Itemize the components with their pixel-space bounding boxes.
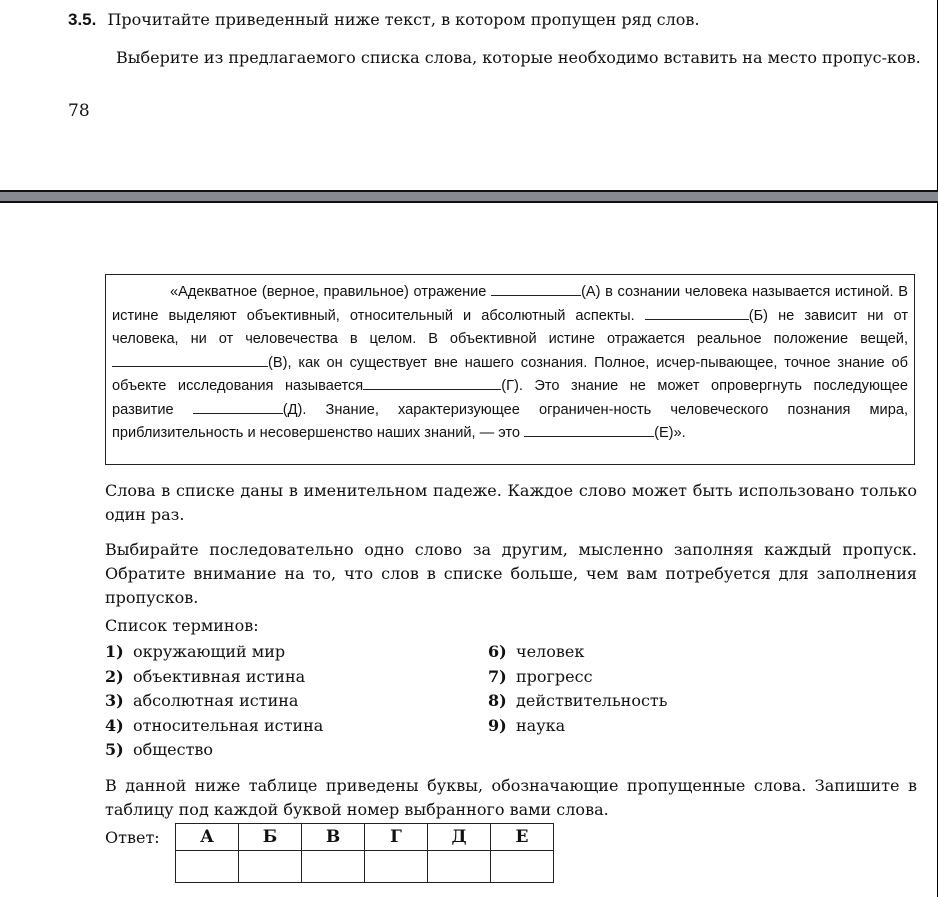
term-item: 3) абсолютная истина — [105, 691, 299, 710]
passage-text — [112, 281, 908, 446]
blank-d — [193, 399, 283, 414]
answer-cell-g[interactable] — [365, 851, 428, 883]
answer-letter: Г — [365, 824, 428, 851]
answer-cell-d[interactable] — [428, 851, 491, 883]
answer-letter: А — [176, 824, 239, 851]
answer-letter: Б — [239, 824, 302, 851]
task-number: 3.5. — [68, 10, 97, 29]
instruction-paragraph-2: Выбирайте последовательно одно слово за другим, мысленно заполняя каждый пропуск. Обратите внимание на то, что слов в списке больше, чем вам потребуется для заполнения пропусков. — [105, 540, 917, 607]
terms-column-right — [488, 640, 667, 738]
blank-e — [524, 422, 654, 437]
terms-column-left — [105, 640, 323, 763]
answer-letters-row — [176, 824, 554, 851]
term-item: 4) относительная истина — [105, 715, 324, 735]
term-item: 6) человек — [488, 642, 585, 661]
blank-b — [645, 305, 749, 320]
term-item: 9) наука — [488, 715, 566, 735]
term-item: 2) объективная истина — [105, 666, 306, 686]
answer-label: Ответ: — [105, 828, 160, 847]
answer-cell-v[interactable] — [302, 851, 365, 883]
answer-letter: В — [302, 824, 365, 851]
term-item: 5) общество — [105, 740, 214, 759]
task-subtitle: Выберите из предлагаемого списка слова, которые необходимо вставить на место пропус-ков. — [116, 48, 921, 67]
instruction-paragraph-3: В данной ниже таблице приведены буквы, обозначающие пропущенные слова. Запишите в таблицу под каждой буквой номер выбранного вами слова. — [105, 776, 917, 819]
passage-segment: (Г). Это знание не может опровергнуть последующее развитие — [112, 378, 908, 418]
task-title: Прочитайте приведенный ниже текст, в котором пропущен ряд слов. — [107, 10, 700, 29]
passage-segment: (Д). Знание, характеризующее ограничен-ность человеческого познания мира, приблизительность и несовершенство наших знаний, — это — [112, 401, 908, 441]
term-item: 1) окружающий мир — [105, 642, 286, 661]
terms-title: Список терминов: — [105, 616, 259, 635]
answer-values-row — [176, 851, 554, 883]
instruction-paragraph-1: Слова в списке даны в именительном падеже. Каждое слово может быть использовано только один раз. — [105, 481, 917, 524]
passage-box — [105, 274, 915, 465]
term-item: 8) действительность — [488, 691, 668, 710]
answer-cell-b[interactable] — [239, 851, 302, 883]
page-number: 78 — [68, 101, 90, 121]
passage-segment: (В), как он существует вне нашего сознания. Полное, исчер-пывающее, точное знание об объекте исследования называется — [112, 354, 908, 394]
passage-segment: (Е)». — [654, 425, 686, 441]
answer-table — [175, 823, 554, 883]
passage-segment: «Адекватное (верное, правильное) отражение — [170, 284, 492, 300]
blank-a — [491, 281, 581, 296]
passage-segment: (Б) не зависит ни от человека, ни от человечества в целом. В объективной истине отражается реальное положение вещей, — [112, 307, 909, 347]
answer-letter: Д — [428, 824, 491, 851]
answer-cell-e[interactable] — [491, 851, 554, 883]
answer-letter: Е — [491, 824, 554, 851]
blank-v — [112, 352, 268, 367]
task-header — [68, 10, 700, 30]
blank-g — [363, 375, 501, 390]
term-item: 7) прогресс — [488, 666, 593, 686]
passage-segment: (А) в сознании человека называется истиной. В истине выделяют объективный, относительный и абсолютный аспекты. — [112, 284, 908, 324]
answer-cell-a[interactable] — [176, 851, 239, 883]
